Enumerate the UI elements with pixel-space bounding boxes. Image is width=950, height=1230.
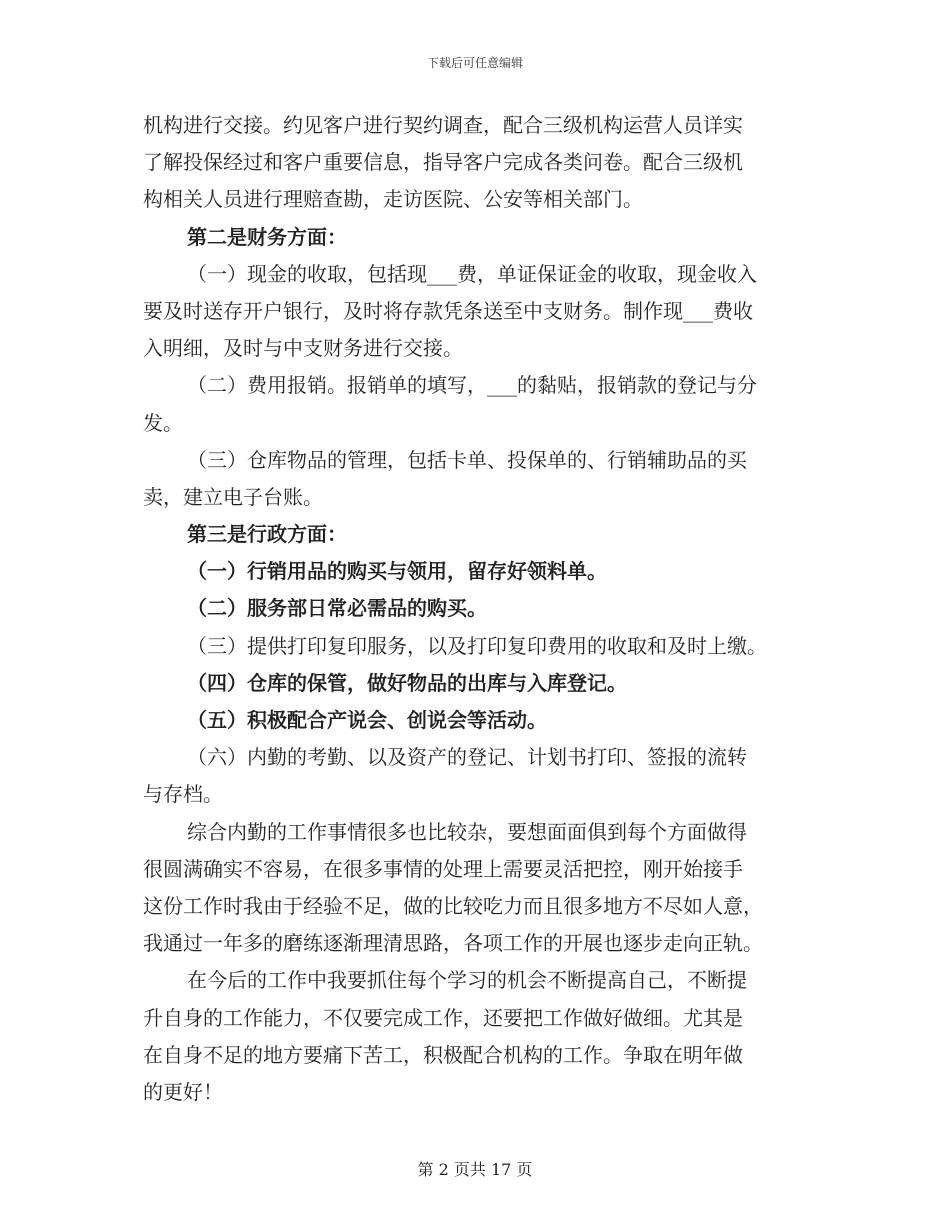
text-line: （三）提供打印复印服务，以及打印复印费用的收取和及时上缴。 bbox=[187, 633, 767, 658]
text-line: 构相关人员进行理赔查勘，走访医院、公安等相关部门。 bbox=[143, 187, 643, 212]
text-line: （三）仓库物品的管理，包括卡单、投保单的、行销辅助品的买 bbox=[187, 447, 747, 472]
text-line: 的更好！ bbox=[143, 1079, 223, 1104]
text-line: 了解投保经过和客户重要信息，指导客户完成各类问卷。配合三级机 bbox=[143, 150, 743, 175]
text-line: （二）费用报销。报销单的填写，___的黏贴，报销款的登记与分 bbox=[187, 373, 757, 398]
document-body bbox=[143, 107, 813, 1111]
text-line: 入明细，及时与中支财务进行交接。 bbox=[143, 336, 463, 361]
text-line: （一）现金的收取，包括现___费，单证保证金的收取，现金收入 bbox=[187, 261, 757, 286]
text-line: 在自身不足的地方要痛下苦工，积极配合机构的工作。争取在明年做 bbox=[143, 1042, 743, 1067]
text-line: 在今后的工作中我要抓住每个学习的机会不断提高自己，不断提 bbox=[187, 968, 747, 993]
page-header: 下载后可任意编辑 bbox=[426, 56, 523, 70]
section-heading-line: 第二是财务方面： bbox=[187, 224, 347, 249]
text-line: 这份工作时我由于经验不足，做的比较吃力而且很多地方不尽如人意， bbox=[143, 893, 763, 918]
text-line: 机构进行交接。约见客户进行契约调查，配合三级机构运营人员详实 bbox=[143, 113, 743, 137]
text-line: 与存档。 bbox=[143, 782, 223, 807]
section-heading-line: （一）行销用品的购买与领用，留存好领料单。 bbox=[187, 559, 607, 584]
text-line: 很圆满确实不容易，在很多事情的处理上需要灵活把控，刚开始接手 bbox=[143, 856, 743, 881]
text-line: （六）内勤的考勤、以及资产的登记、计划书打印、签报的流转 bbox=[187, 745, 747, 770]
section-heading-line: （二）服务部日常必需品的购买。 bbox=[187, 596, 487, 621]
text-line: 要及时送存开户银行，及时将存款凭条送至中支财务。制作现___费收 bbox=[143, 298, 753, 323]
section-heading-line: （五）积极配合产说会、创说会等活动。 bbox=[187, 708, 547, 732]
text-line: 卖，建立电子台账。 bbox=[143, 484, 323, 509]
section-heading-line: 第三是行政方面： bbox=[187, 522, 347, 547]
text-line: 发。 bbox=[143, 410, 183, 435]
section-heading-line: （四）仓库的保管，做好物品的出库与入库登记。 bbox=[187, 670, 627, 695]
text-line: 综合内勤的工作事情很多也比较杂，要想面面俱到每个方面做得 bbox=[187, 819, 747, 844]
text-line: 升自身的工作能力，不仅要完成工作，还要把工作做好做细。尤其是 bbox=[143, 1005, 743, 1030]
page-footer: 第 2 页共 17 页 bbox=[417, 1160, 533, 1179]
text-line: 我通过一年多的磨练逐渐理清思路，各项工作的开展也逐步走向正轨。 bbox=[143, 931, 763, 956]
